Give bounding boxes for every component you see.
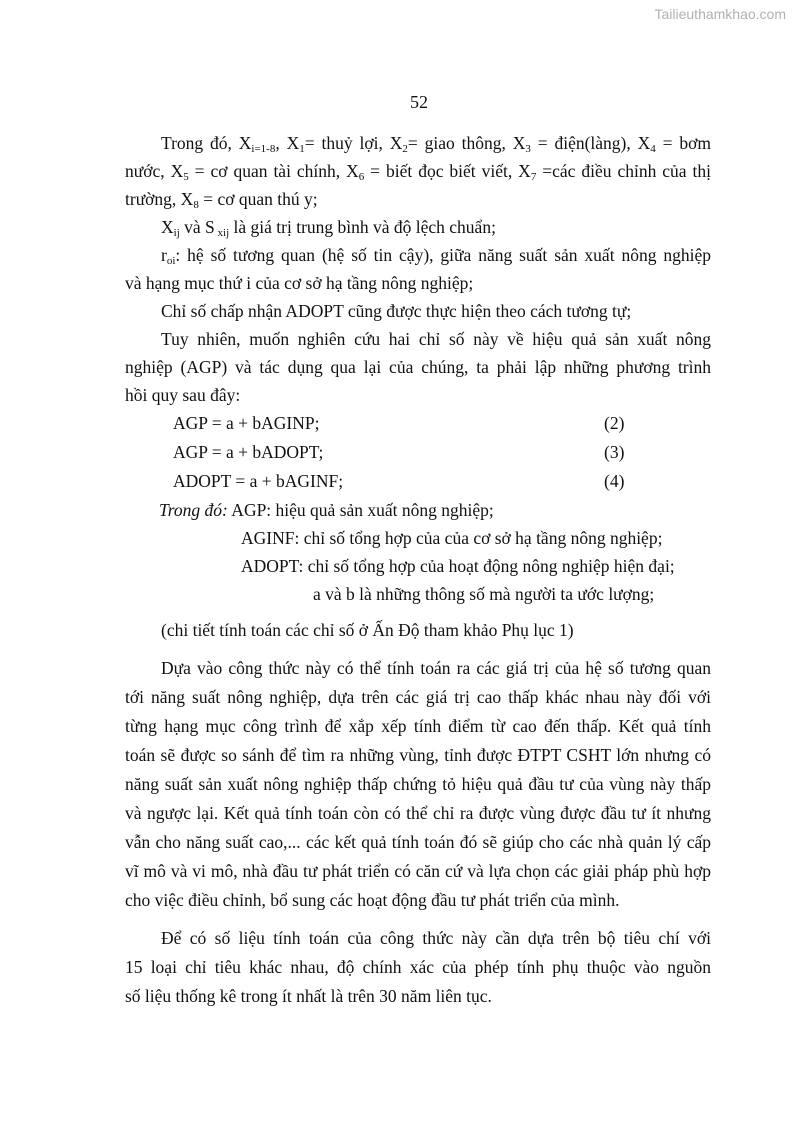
text-line: vẫn cho năng suất cao,... các kết quả tính toán đó sẽ giúp cho các nhà quản lý cấp xyxy=(125,832,711,852)
notes-line: AGINF: chỉ số tổng hợp của của cơ sở hạ tầng nông nghiệp; xyxy=(241,528,663,548)
text-line: Chỉ số chấp nhận ADOPT cũng được thực hiện theo cách tương tự; xyxy=(161,301,632,321)
text-line: cho việc điều chỉnh, bổ sung các hoạt động đầu tư phát triển của mình. xyxy=(125,890,620,910)
page-body xyxy=(125,129,711,1010)
equation-formula: ADOPT = a + bAGINF; xyxy=(173,471,344,491)
equation-row xyxy=(125,438,711,467)
equation-formula: AGP = a + bAGINP; xyxy=(173,413,320,433)
text-line: toán sẽ được so sánh để tìm ra những vùng, tỉnh được ĐTPT CSHT lớn nhưng có xyxy=(125,745,711,765)
text-line: và hạng mục thứ i của cơ sở hạ tầng nông nghiệp; xyxy=(125,273,474,293)
text-line: số liệu thống kê trong ít nhất là trên 30 năm liên tục. xyxy=(125,986,492,1006)
paragraph xyxy=(125,924,711,1010)
text-line: nước, $X_5$ = cơ quan tài chính, $X_6$ = biết đọc biết viết, $X_7$ =các điều chỉnh của thị xyxy=(125,161,711,183)
watermark: Tailieuthamkhao.com xyxy=(654,6,786,22)
equation-number: (2) xyxy=(604,413,625,433)
text-line: Tuy nhiên, muốn nghiên cứu hai chỉ số này về hiệu quả sản xuất nông xyxy=(161,329,711,349)
text-line: Trong đó, $X_{i=1-8}$, $X_1=$ thuỷ lợi, $X_2=$ giao thông, $X_3$ = điện(làng), $X_4$ = bơm xyxy=(161,133,711,155)
text-line: $X_{ij}$ và S $_{xij}$ là giá trị trung bình và độ lệch chuẩn; xyxy=(161,217,496,239)
paragraph xyxy=(125,654,711,914)
equation-formula: AGP = a + bADOPT; xyxy=(173,442,324,462)
equation-number: (4) xyxy=(604,471,625,491)
equation-row xyxy=(125,467,711,496)
text-line: Dựa vào công thức này có thể tính toán ra các giá trị của hệ số tương quan xyxy=(161,658,711,678)
notes-line: Trong đó: AGP: hiệu quả sản xuất nông nghiệp; xyxy=(159,500,494,520)
text-line: trường, $X_8$ = cơ quan thú y; xyxy=(125,189,318,211)
text-line: năng suất sản xuất nông nghiệp thấp chứng tỏ hiệu quả đầu tư của vùng này thấp xyxy=(125,774,711,794)
text-line: hồi quy sau đây: xyxy=(125,385,241,405)
reference-line: (chi tiết tính toán các chỉ số ở Ấn Độ tham khảo Phụ lục 1) xyxy=(161,620,574,640)
text-line: tới năng suất nông nghiệp, dựa trên các giá trị cao thấp khác nhau này đối với xyxy=(125,687,711,707)
equation-number: (3) xyxy=(604,442,625,462)
text-line: vĩ mô và vi mô, nhà đầu tư phát triển có căn cứ và lựa chọn các giải pháp phù hợp xyxy=(125,861,711,881)
text-line: từng hạng mục công trình để xắp xếp tính điểm từ cao đến thấp. Kết quả tính xyxy=(125,716,711,736)
text-line: 15 loại chỉ tiêu khác nhau, độ chính xác của phép tính phụ thuộc vào nguồn xyxy=(125,957,711,977)
notes-line: ADOPT: chỉ số tổng hợp của hoạt động nông nghiệp hiện đại; xyxy=(241,556,675,576)
page-number: 52 xyxy=(410,92,428,112)
text-line: Để có số liệu tính toán của công thức này cần dựa trên bộ tiêu chí với xyxy=(161,928,711,948)
text-line: và ngược lại. Kết quả tính toán còn có thể chỉ ra được vùng được đầu tư ít nhưng xyxy=(125,803,711,823)
equation-row xyxy=(125,409,711,438)
text-line: $r_{oi}$: hệ số tương quan (hệ số tin cậy), giữa năng suất sản xuất nông nghiệp xyxy=(161,245,711,267)
notes-line: a và b là những thông số mà người ta ước lượng; xyxy=(313,584,655,604)
text-line: nghiệp (AGP) và tác dụng qua lại của chúng, ta phải lập những phương trình xyxy=(125,357,711,377)
notes-label: Trong đó: xyxy=(159,500,228,520)
